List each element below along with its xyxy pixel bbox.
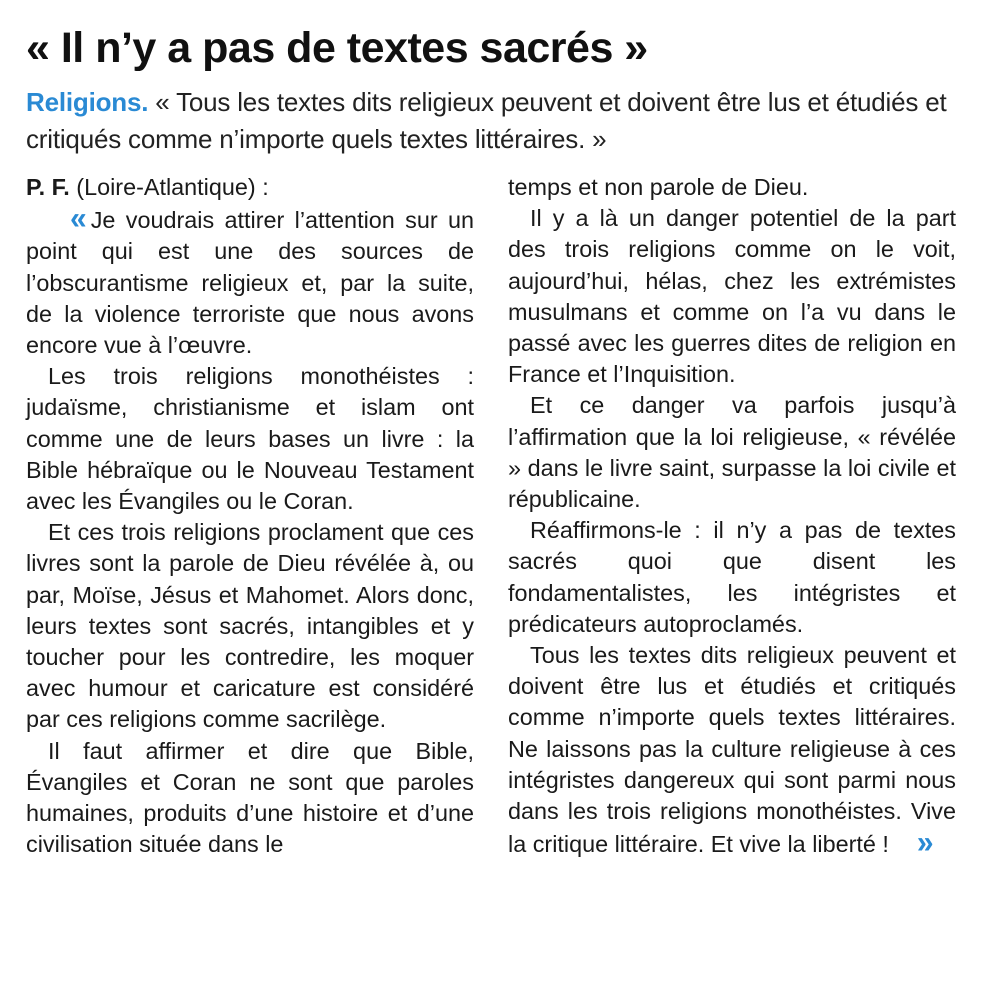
article: [26, 22, 956, 860]
left-column: [26, 172, 474, 860]
paragraph-text: Je voudrais attirer l’attention sur un point qui est une des sources de l’obscurantisme religieux et, par la suite, de la violence terroriste que nous avons encore vue à l’œuvre.: [26, 207, 474, 359]
paragraph: temps et non parole de Dieu.: [508, 174, 809, 200]
paragraph: Et ce danger va parfois jusqu’à l’affirmation que la loi religieuse, « révélée » dans le livre saint, surpasse la loi civile et républicaine.: [508, 392, 956, 513]
paragraph: Il faut affirmer et dire que Bible, Évangiles et Coran ne sont que paroles humaines, produits d’une histoire et d’une civilisation située dans le: [26, 737, 474, 858]
article-body: [26, 172, 956, 860]
author-line: [26, 172, 474, 203]
paragraph: Les trois religions monothéistes : judaïsme, christianisme et islam ont comme une de leurs bases un livre : la Bible hébraïque ou le Nouveau Testament avec les Évangiles ou le Coran.: [26, 363, 474, 515]
close-quote-icon: »: [916, 825, 930, 861]
headline: « Il n’y a pas de textes sacrés »: [26, 24, 648, 72]
paragraph: Et ces trois religions proclament que ces livres sont la parole de Dieu révélée à, ou par, Moïse, Jésus et Mahomet. Alors donc, leurs textes sont sacrés, intangibles et y toucher pour les contredire, les moquer avec humour et caricature est considéré par ces religions comme sacrilège.: [26, 519, 474, 733]
paragraph: Il y a là un danger potentiel de la part des trois religions comme on le voit, aujourd’hui, hélas, chez les extrémistes musulmans et comme on l’a vu dans le passé avec les guerres dites de religion en France et l’Inquisition.: [508, 205, 956, 388]
standfirst-text: « Tous les textes dits religieux peuvent et doivent être lus et étudiés et critiqués comme n’importe quels textes littéraires. »: [26, 87, 947, 154]
rubric-label: Religions.: [26, 87, 149, 117]
author-location: (Loire-Atlantique) :: [69, 174, 269, 200]
paragraph: Réaffirmons-le : il n’y a pas de textes sacrés quoi que disent les fondamentalistes, les intégristes et prédicateurs autoproclamés.: [508, 517, 956, 637]
paragraph: [26, 203, 474, 361]
paragraph: [508, 640, 956, 860]
author-name: P. F.: [26, 174, 70, 200]
open-quote-icon: «: [70, 201, 83, 237]
paragraph-text: Tous les textes dits religieux peuvent et doivent être lus et étudiés et critiqués comme n’importe quels textes littéraires. Ne laissons pas la culture religieuse à ces intégristes dangereux qui sont parmi nous dans les trois religions monothéistes. Vive la critique littéraire. Et vive la liberté !: [508, 642, 956, 858]
standfirst: [26, 84, 956, 158]
right-column: [508, 172, 956, 860]
